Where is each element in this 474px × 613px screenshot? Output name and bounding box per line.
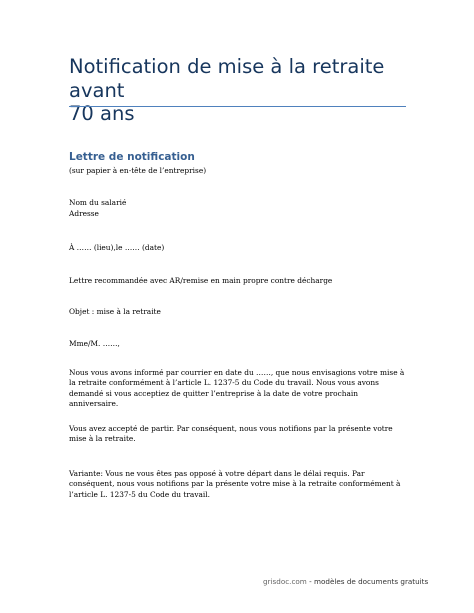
footer-separator: - xyxy=(306,577,314,586)
document-title xyxy=(69,55,409,126)
address-placeholder: Adresse xyxy=(69,209,99,218)
body-paragraph-1: Nous vous avons informé par courrier en date du ……, que nous envisagions votre mise à la retraite conformément à l’article L. 1237-5 du Code du travail. Nous vous avons demandé si vous acceptiez de quitter l’entreprise à la date de votre prochain anniversaire. xyxy=(69,368,405,408)
section-heading: Lettre de notification xyxy=(69,151,195,163)
place-date-line: À …… (lieu),le …… (date) xyxy=(69,243,165,252)
letterhead-note: (sur papier à en-tête de l’entreprise) xyxy=(69,166,207,175)
body-paragraph-3: Variante: Vous ne vous êtes pas opposé à votre départ dans le délai requis. Par conséquent, nous vous notifions par la présente votre mise à la retraite conformément à l’article L. 1237-5 du Code du travail. xyxy=(69,469,401,499)
subject-line: Objet : mise à la retraite xyxy=(69,307,161,316)
employee-name-placeholder: Nom du salarié xyxy=(69,198,127,207)
footer xyxy=(263,577,428,586)
document-title-line-2: 70 ans xyxy=(69,102,135,125)
title-divider xyxy=(69,106,406,107)
body-paragraph-2: Vous avez accepté de partir. Par conséquent, nous vous notifions par la présente votre mise à la retraite. xyxy=(69,424,393,444)
delivery-method-line: Lettre recommandée avec AR/remise en main propre contre décharge xyxy=(69,276,333,285)
salutation-line: Mme/M. ……, xyxy=(69,339,120,348)
document-title-line-1: Notification de mise à la retraite avant xyxy=(69,55,385,102)
footer-site-link[interactable]: grisdoc.com xyxy=(263,577,307,586)
footer-tagline: modèles de documents gratuits xyxy=(313,577,429,586)
